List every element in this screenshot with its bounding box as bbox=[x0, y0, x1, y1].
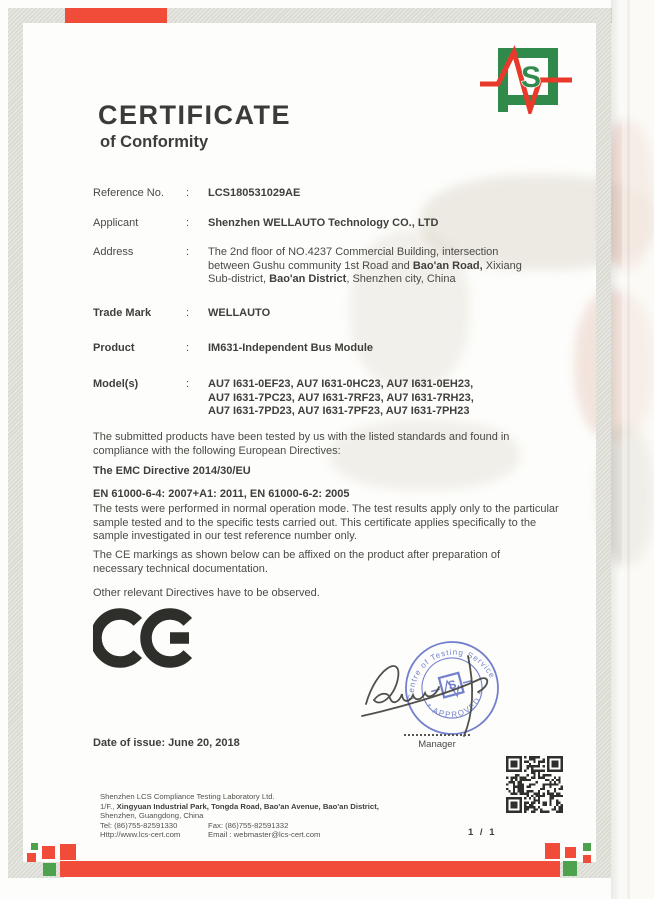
models-line-1: AU7 I631-0EF23, AU7 I631-0HC23, AU7 I631-0EH23, bbox=[208, 378, 474, 390]
footer-tel: Tel: (86)755-82591330 bbox=[100, 820, 178, 830]
page-number: 1 / 1 bbox=[468, 827, 497, 838]
logo-l-tail bbox=[498, 98, 508, 112]
footer-company: Shenzhen LCS Compliance Testing Laboratory Ltd. bbox=[100, 792, 275, 801]
standards-line: EN 61000-6-4: 2007+A1: 2011, EN 61000-6-2: 2005 bbox=[93, 488, 350, 500]
field-value: Shenzhen WELLAUTO Technology CO., LTD bbox=[208, 217, 439, 229]
body-paragraph-3: The CE markings as shown below can be affixed on the product after preparation of necessary technical documentation. bbox=[93, 549, 501, 575]
body-paragraph-4: Other relevant Directives have to be observed. bbox=[93, 587, 320, 599]
body-paragraph-2: The tests were performed in normal operation mode. The test results apply only to the particular sample tested and to the specific tests carried out. This certificate applies specifically to the sample investigated in our test reference number only. bbox=[93, 503, 559, 543]
field-colon: : bbox=[186, 217, 190, 229]
frame-left-band bbox=[8, 8, 23, 878]
footer-address-1: 1/F., Xingyuan Industrial Park, Tongda Road, Bao'an Avenue, Bao'an District, bbox=[100, 801, 379, 811]
field-colon: : bbox=[186, 246, 190, 258]
scan-crease bbox=[627, 0, 630, 899]
date-of-issue: Date of issue: June 20, 2018 bbox=[93, 737, 240, 749]
bottom-red-bar bbox=[60, 861, 560, 877]
field-colon: : bbox=[186, 187, 190, 199]
field-label: Address bbox=[93, 246, 134, 258]
logo-letter-s: S bbox=[520, 61, 542, 94]
page-title: CERTIFICATE bbox=[98, 100, 291, 130]
field-value: WELLAUTO bbox=[208, 307, 271, 319]
field-colon: : bbox=[186, 342, 190, 354]
footer-web[interactable]: Http://www.lcs-cert.com bbox=[100, 830, 181, 839]
ce-mark bbox=[93, 606, 195, 670]
frame-right-band bbox=[596, 8, 611, 878]
body-paragraph-1: The submitted products have been tested by us with the listed standards and found in compliance with the following European Directives: bbox=[93, 431, 510, 457]
field-label: Applicant bbox=[93, 217, 139, 229]
field-colon: : bbox=[186, 307, 190, 319]
lcs-logo bbox=[478, 40, 574, 114]
models-line-2: AU7 I631-7PC23, AU7 I631-7RF23, AU7 I631-7RH23, bbox=[208, 391, 474, 404]
field-value bbox=[208, 378, 590, 419]
deco-square-red bbox=[60, 844, 76, 860]
stamp-bottom-text: * APPROVED * bbox=[424, 689, 487, 720]
deco-square-green bbox=[31, 843, 38, 850]
field-value: IM631-Independent Bus Module bbox=[208, 342, 374, 354]
qr-code bbox=[506, 756, 563, 813]
deco-square-red bbox=[583, 855, 591, 863]
deco-square-red bbox=[27, 853, 36, 862]
deco-square-red bbox=[545, 843, 560, 859]
field-label: Trade Mark bbox=[93, 307, 152, 319]
footer-address-2: Shenzhen, Guangdong, China bbox=[100, 811, 204, 820]
field-label: Reference No. bbox=[93, 187, 164, 199]
models-line-3: AU7 I631-7PD23, AU7 I631-7PF23, AU7 I631-7PH23 bbox=[208, 405, 470, 418]
deco-square-red bbox=[565, 847, 576, 858]
deco-square-green bbox=[563, 861, 577, 876]
ce-letter-c bbox=[96, 614, 138, 662]
field-label: Product bbox=[93, 342, 135, 354]
signature-scribble bbox=[352, 648, 507, 743]
field-label: Model(s) bbox=[93, 378, 139, 390]
deco-square-red bbox=[42, 846, 55, 859]
footer-email[interactable]: Email : webmaster@lcs-cert.com bbox=[208, 830, 321, 839]
footer-fax: Fax: (86)755-82591332 bbox=[208, 820, 289, 830]
scan-edge-shadow bbox=[611, 0, 622, 899]
directive-heading: The EMC Directive 2014/30/EU bbox=[93, 465, 251, 477]
manager-dotted-line bbox=[404, 734, 470, 736]
manager-label: Manager bbox=[418, 739, 456, 750]
deco-square-green bbox=[43, 863, 56, 876]
page-subtitle: of Conformity bbox=[100, 133, 209, 151]
frame-top-red-segment bbox=[65, 8, 167, 23]
stamp-logo-letter: S bbox=[446, 677, 458, 693]
deco-square-green bbox=[583, 843, 591, 851]
address-line-1: The 2nd floor of NO.4237 Commercial Building, intersection bbox=[208, 246, 499, 258]
field-colon: : bbox=[186, 378, 190, 390]
stamp-top-text: Centre of Testing Service bbox=[406, 647, 497, 700]
field-value: LCS180531029AE bbox=[208, 187, 301, 199]
field-value: The 2nd floor of NO.4237 Commercial Building, intersection between Gushu community 1st Road and Bao'an Road, Xixiang Sub-district, Bao'an District, Shenzhen city, China bbox=[208, 246, 522, 286]
